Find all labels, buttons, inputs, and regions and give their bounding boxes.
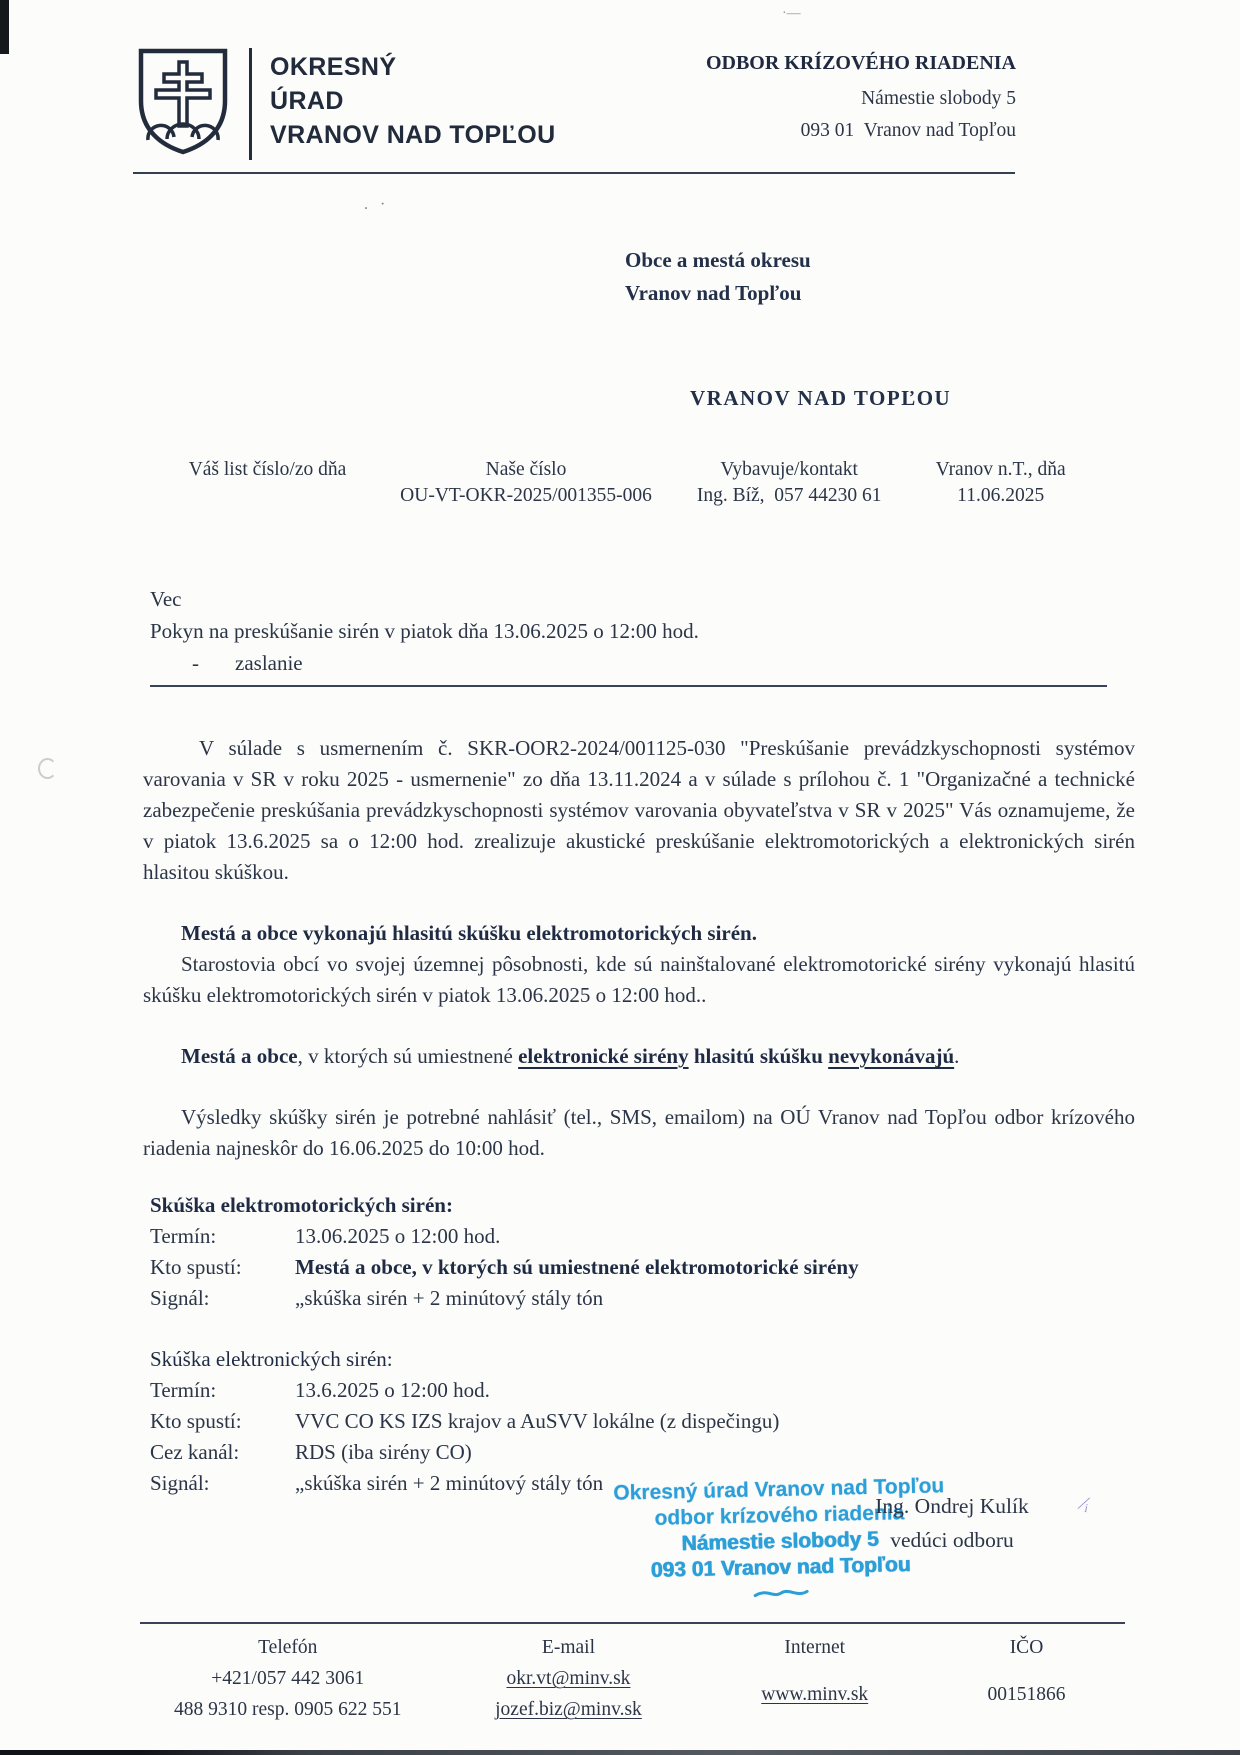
electronic-row-cez-kanal [150,1437,1135,1468]
electromotor-row-kto-spusti [150,1252,1135,1283]
subject-subtitle: zaslanie [235,651,303,675]
row-label: Termín: [150,1224,217,1248]
letterhead-right [706,46,1016,147]
footer-email-header: E-mail [541,1637,595,1658]
paragraph-intro: V súlade s usmernením č. SKR-OOR2-2024/001125-030 "Preskúšanie prevádzkyschopnosti systémov varovania v SR v roku 2025 - usmernenie" zo dňa 13.11.2024 a v súlade s prílohou č. 1 "Organizačné a technické zabezpečenie preskúšania prevádzkyschopnosti systémov varovania obyvateľstva v SR v 2025" Vás oznamujeme, že v piatok 13.6.2025 sa o 12:00 hod. zrealizuje akustické preskúšanie elektromotorických a elektronických sirén hlasitou skúškou. [143,736,1135,884]
electronic-row-termin [150,1375,1135,1406]
scan-artifact [38,758,57,779]
subject-dash: - [192,651,199,675]
subject-title: Pokyn na preskúšanie sirén v piatok dňa 13.06.2025 o 12:00 hod. [150,619,699,643]
office-name [270,46,556,152]
section-electromotor-test [150,1190,1135,1314]
row-label: Cez kanál: [150,1440,240,1464]
ref-date-label: Vranov n.T., dňa [935,459,1066,480]
recipient-line1: Obce a mestá okresu [625,248,811,272]
p3-text: , v ktorých sú umiestnené [297,1044,519,1068]
footer-email-link1[interactable]: okr.vt@minv.sk [506,1668,631,1689]
ref-our-number-value: OU-VT-OKR-2025/001355-006 [400,485,652,506]
electromotor-row-signal [150,1283,1135,1314]
footer-phone-line1: +421/057 442 3061 [211,1668,365,1689]
signatory-block [832,1489,1072,1557]
electronic-row-kto-spusti [150,1406,1135,1437]
ref-your-letter-label: Váš list číslo/zo dňa [188,459,347,480]
footer-email-column [436,1632,702,1725]
paragraph-electromotor-text: Starostovia obcí vo svojej územnej pôsobnosti, kde sú nainštalované elektromotorické sirény vykonajú hlasitú skúšku elektromotorických sirén v piatok 13.06.2025 o 12:00 hod.. [143,952,1135,1007]
row-label: Kto spustí: [150,1255,242,1279]
row-value: RDS (iba sirény CO) [295,1440,472,1464]
recipient-block [625,244,1240,310]
office-name-line2: ÚRAD [270,87,344,115]
row-value: „skúška sirén + 2 minútový stály tón [295,1286,604,1310]
department-name: ODBOR KRÍZOVÉHO RIADENIA [705,52,1016,74]
electromotor-row-termin [150,1221,1135,1252]
row-value: Mestá a obce, v ktorých sú umiestnené elektromotorické sirény [295,1255,859,1279]
ref-our-number-label: Naše číslo [485,459,567,480]
row-value: 13.6.2025 o 12:00 hod. [295,1378,490,1402]
department-address-line1: Námestie slobody 5 [861,88,1016,109]
scan-artifact [0,1750,1240,1755]
row-value: „skúška sirén + 2 minútový stály tón [295,1471,604,1495]
slovak-coat-of-arms-icon [133,46,233,156]
row-value: VVC CO KS IZS krajov a AuSVV lokálne (z dispečingu) [295,1409,780,1433]
office-name-line1: OKRESNÝ [270,53,397,81]
signatory-name: Ing. Ondrej Kulík [875,1494,1029,1518]
signatory-title: vedúci odboru [890,1528,1014,1552]
paragraph-electromotor [143,918,1135,1011]
ref-handled-by-label: Vybavuje/kontakt [720,459,858,480]
stamp-line2: odbor krízového riadenia [654,1501,905,1530]
subject-subline [150,647,1107,687]
ref-handled-by-value: Ing. Bíž, 057 44230 61 [696,485,882,506]
footer-ico-column [928,1632,1125,1725]
stamp-line4: 093 01 Vranov nad Topľou [650,1553,911,1582]
letterhead-left [133,46,556,160]
row-label: Signál: [150,1286,210,1310]
ref-your-letter-value [150,485,385,507]
p3-period: . [954,1044,960,1068]
footer-contact-bar [140,1622,1125,1725]
row-label: Signál: [150,1471,210,1495]
footer-ico-header: IČO [1009,1637,1044,1658]
p3-underline-electronic-sirens: elektronické sirény [518,1044,689,1068]
letterhead-divider [249,48,252,160]
letterhead [133,46,1016,160]
recipient-line2: Vranov nad Topľou [625,281,802,305]
row-label: Termín: [150,1378,217,1402]
electronic-test-heading: Skúška elektronických sirén: [150,1347,393,1371]
subject-block [150,583,1240,687]
reference-headers [150,459,1090,481]
row-value: 13.06.2025 o 12:00 hod. [295,1224,501,1248]
p3-bold-cities: Mestá a obce [181,1044,298,1068]
subject-label: Vec [150,587,182,611]
recipient-city: VRANOV NAD TOPĽOU [690,386,952,410]
scan-artifact [0,0,9,54]
footer-phone-header: Telefón [258,1637,318,1658]
stamp-flourish-icon [751,1585,811,1600]
footer-internet-header: Internet [784,1637,846,1658]
footer-phone-line2: 488 9310 resp. 0905 622 551 [174,1699,402,1720]
p3-bold-loud-test: hlasitú skúšku [688,1044,829,1068]
stamp-line1: Okresný úrad Vranov nad Topľou [613,1474,945,1505]
row-label: Kto spustí: [150,1409,242,1433]
letterhead-rule [133,172,1015,174]
footer-website-link[interactable]: www.minv.sk [761,1683,869,1705]
stamp-line3: Námestie slobody 5 [681,1527,879,1556]
electromotor-test-heading: Skúška elektromotorických sirén: [150,1193,453,1217]
ref-date-value: 11.06.2025 [957,485,1045,506]
footer-internet-column [701,1632,928,1725]
footer-phone-column [140,1632,436,1725]
reference-values [150,485,1090,507]
paragraph-results: Výsledky skúšky sirén je potrebné nahlásiť (tel., SMS, emailom) na OÚ Vranov nad Topľou odbor krízového riadenia najneskôr do 16.06.2025 do 10:00 hod. [143,1105,1135,1160]
department-address-line2: 093 01 Vranov nad Topľou [800,120,1016,141]
footer-ico-value: 00151866 [987,1683,1066,1705]
office-name-line3: VRANOV NAD TOPĽOU [270,121,556,149]
p3-underline-do-not-perform: nevykonávajú [828,1044,955,1068]
paragraph-electromotor-heading: Mestá a obce vykonajú hlasitú skúšku elektromotorických sirén. [181,921,757,945]
pen-mark: ∕ᵢ [1079,1492,1091,1516]
scan-artifact: . · [364,196,390,213]
paragraph-electronic-notice [143,1041,1135,1072]
scan-artifact: ·— [782,6,801,21]
footer-email-link2[interactable]: jozef.biz@minv.sk [495,1699,642,1720]
